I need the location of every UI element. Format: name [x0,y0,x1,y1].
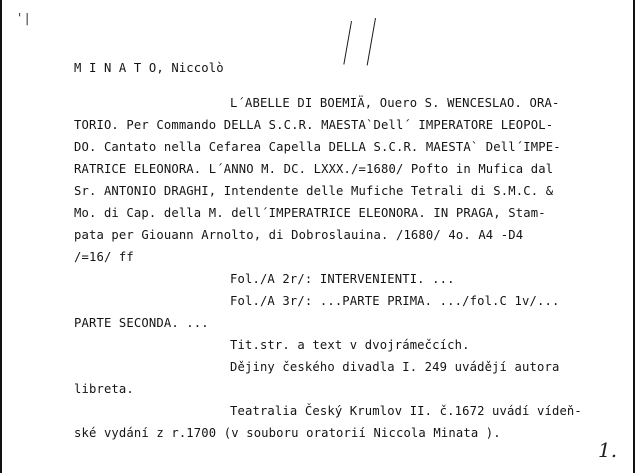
folio-line-2: Fol./A 3r/: ...PARTE PRIMA. .../fol.C 1v/... [230,294,560,308]
bottom-mark: 1. [598,438,618,462]
title-line-6: Mo. di Cap. della M. dell´IMPERATRICE ELEONORA. IN PRAGA, Stam- [74,206,546,220]
title-line-3: DO. Cantato nella Cefarea Capella DELLA S.C.R. MAESTA` Dell´IMPE- [74,140,561,154]
pencil-stroke [343,21,352,65]
card-left-edge [0,0,2,473]
note-line-1: Tit.str. a text v dvojrámečcích. [230,338,470,352]
pencil-stroke [367,18,377,66]
note-line-2: Dějiny českého divadla I. 249 uvádějí autora [230,360,560,374]
corner-mark: ' | [18,11,30,25]
title-line-2: TORIO. Per Commando DELLA S.C.R. MAESTA`Dell´ IMPERATORE LEOPOL- [74,118,554,132]
note-line-4: Teatralia Český Krumlov II. č.1672 uvádí vídeň- [230,404,582,418]
title-line-1: L´ABELLE DI BOEMIÄ, Ouero S. WENCESLAO. ORA- [230,96,560,110]
title-line-8: /=16/ ff [74,250,134,264]
note-line-5: ské vydání z r.1700 (v souboru oratorií Niccola Minata ). [74,426,501,440]
title-line-5: Sr. ANTONIO DRAGHI, Intendente delle Mufiche Tetrali di S.M.C. & [74,184,554,198]
author-heading: M I N A T O, Niccolò [74,61,224,75]
title-line-4: RATRICE ELEONORA. L´ANNO M. DC. LXXX./=1680/ Pofto in Mufica dal [74,162,554,176]
title-line-7: pata per Giouann Arnolto, di Dobroslauina. /1680/ 4o. A4 -D4 [74,228,524,242]
folio-line-3: PARTE SECONDA. ... [74,316,209,330]
note-line-3: libreta. [74,382,134,396]
folio-line-1: Fol./A 2r/: INTERVENIENTI. ... [230,272,455,286]
